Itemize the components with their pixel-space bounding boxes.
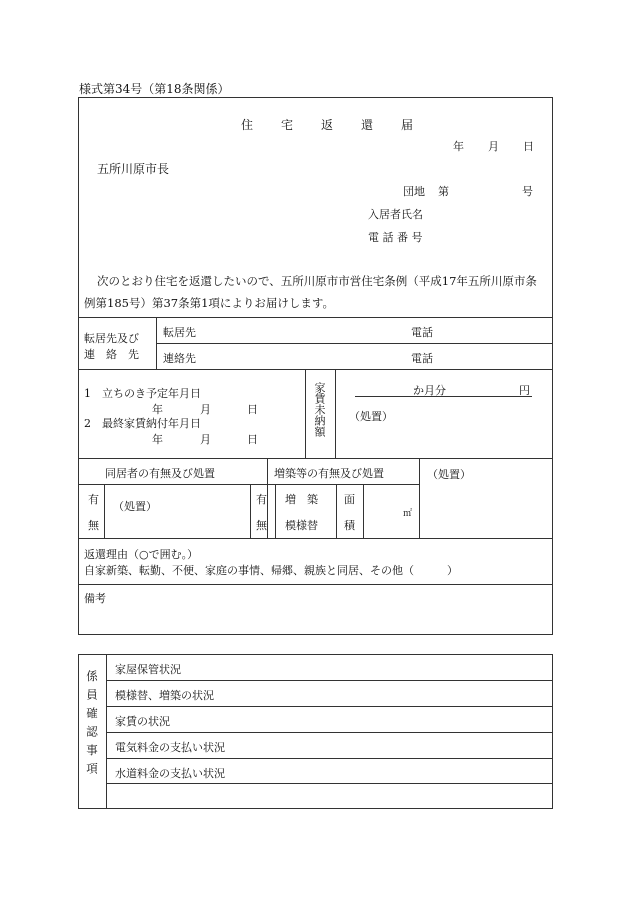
divider	[275, 484, 276, 538]
renovation-action: （処置）	[427, 468, 471, 481]
cohabitant-no: 無	[88, 519, 99, 532]
cohabitant-heading: 同居者の有無及び処置	[105, 467, 215, 480]
area-label-top: 面	[344, 493, 355, 506]
statement-line-1: 次のとおり住宅を返還したいので、五所川原市市営住宅条例（平成17年五所川原市条	[97, 274, 537, 288]
divider	[106, 758, 553, 759]
cohabitant-action: （処置）	[113, 500, 157, 513]
area-unit: ㎡	[403, 509, 413, 519]
form-title: 住 宅 返 還 届	[241, 118, 422, 132]
date-day: 日	[523, 140, 534, 153]
divider	[336, 484, 337, 538]
last-rent-date-label: 2 最終家賃納付年月日	[84, 417, 201, 430]
divider	[106, 680, 553, 681]
staff-check-item: 電気料金の支払い状況	[115, 741, 225, 754]
divider	[106, 783, 553, 784]
contact-heading-line1: 転居先及び	[84, 332, 139, 345]
addressee: 五所川原市長	[97, 162, 170, 176]
renovation-heading: 増築等の有無及び処置	[274, 467, 384, 480]
staff-check-item: 家屋保管状況	[115, 663, 181, 676]
statement-line-2: 例第185号）第37条第1項によりお届けします。	[84, 296, 334, 310]
last-rent-month: 月	[200, 433, 211, 446]
renovation-yes: 有	[256, 493, 267, 506]
divider	[78, 584, 553, 585]
divider	[106, 706, 553, 707]
staff-check-item: 水道料金の支払い状況	[115, 767, 225, 780]
remarks-label: 備考	[84, 592, 106, 605]
danchi-label: 団地	[403, 185, 425, 198]
divider	[335, 369, 336, 458]
unpaid-action: （処置）	[349, 410, 393, 423]
divider	[78, 538, 553, 539]
unpaid-yen: 円	[519, 384, 530, 397]
resident-name-label: 入居者氏名	[368, 208, 423, 221]
extension-label: 増 築	[285, 493, 318, 506]
divider	[78, 484, 419, 485]
move-out-year: 年	[152, 403, 163, 416]
cohabitant-yes: 有	[88, 493, 99, 506]
unpaid-months: か月分	[413, 384, 446, 397]
divider	[104, 484, 105, 538]
last-rent-day: 日	[247, 433, 258, 446]
divider	[363, 484, 364, 538]
reason-options: 自家新築、転勤、不便、家庭の事情、帰郷、親族と同居、その他（ ）	[84, 564, 458, 577]
move-out-date-label: 1 立ちのき予定年月日	[84, 387, 201, 400]
divider	[78, 369, 553, 370]
moving-address-label: 転居先	[163, 326, 196, 339]
divider	[156, 343, 553, 344]
phone-number-label: 電 話 番 号	[368, 231, 423, 244]
renovation-no: 無	[256, 519, 267, 532]
reason-label: 返還理由（○で囲む。）	[84, 548, 199, 561]
staff-check-item: 家賃の状況	[115, 715, 170, 728]
divider	[419, 458, 420, 538]
contact-label: 連絡先	[163, 352, 196, 365]
contact-heading-line2: 連 絡 先	[84, 348, 139, 361]
go-label: 号	[522, 185, 533, 198]
unpaid-rent-label: 家賃未納額	[313, 382, 326, 437]
contact-phone-label: 電話	[411, 352, 433, 365]
moving-phone-label: 電話	[411, 326, 433, 339]
move-out-month: 月	[200, 403, 211, 416]
last-rent-year: 年	[152, 433, 163, 446]
divider	[78, 317, 553, 318]
date-year: 年	[453, 140, 464, 153]
staff-check-label: 係員確認事項	[85, 670, 99, 781]
divider	[267, 458, 268, 538]
remodel-label: 模様替	[285, 519, 318, 532]
date-month: 月	[488, 140, 499, 153]
divider	[250, 484, 251, 538]
area-label-bottom: 積	[344, 519, 355, 532]
divider	[305, 369, 306, 458]
dai-label: 第	[438, 185, 449, 198]
move-out-day: 日	[247, 403, 258, 416]
divider	[78, 458, 553, 459]
form-number: 様式第34号（第18条関係）	[79, 82, 230, 96]
divider	[106, 732, 553, 733]
staff-check-item: 模様替、増築の状況	[115, 689, 214, 702]
